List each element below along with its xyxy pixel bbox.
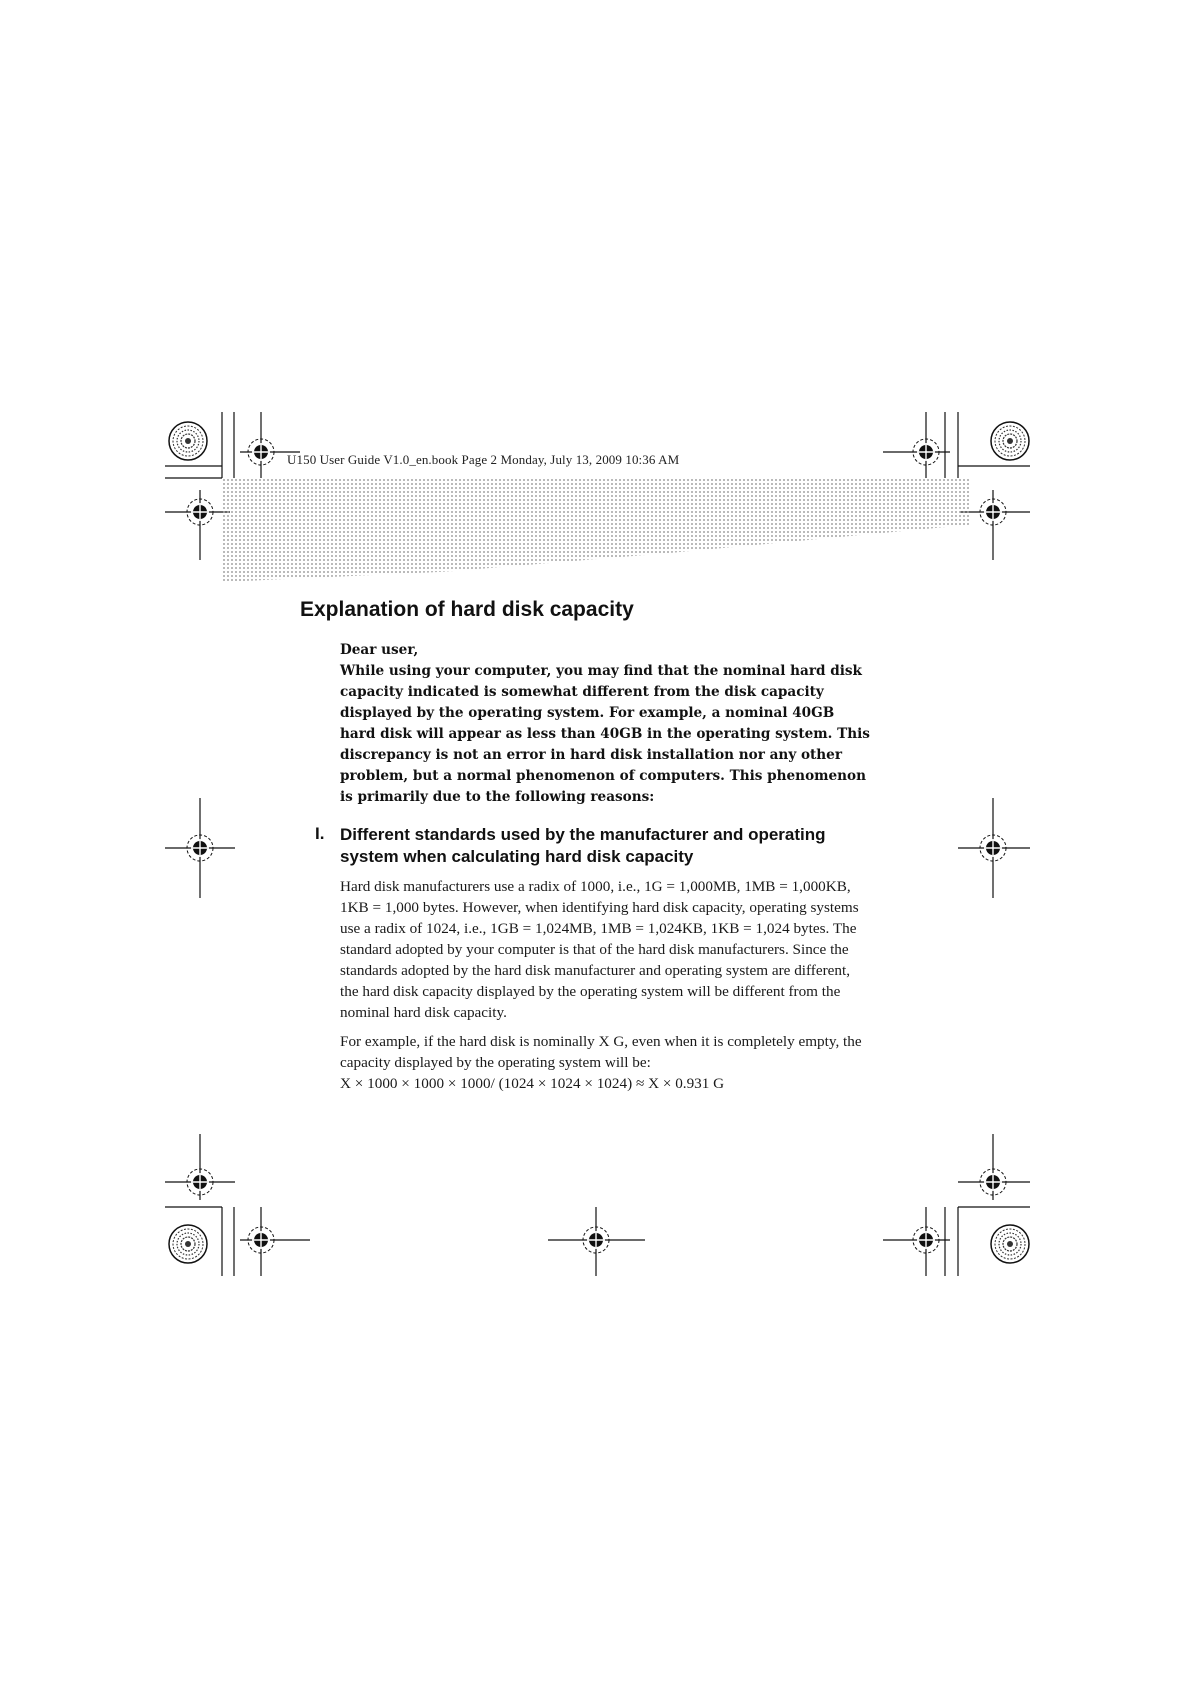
registration-mark-bottom-center [548, 1207, 645, 1276]
section-number: I. [315, 824, 325, 843]
color-rosette-bottom-left [169, 1225, 207, 1263]
color-rosette-top-left [169, 422, 207, 460]
crop-mark-top-right [945, 412, 1030, 478]
registration-mark-top-right [883, 412, 950, 478]
section-heading: Different standards used by the manufacturer and operating system when calculating hard disk capacity [340, 825, 826, 866]
registration-mark-right-top [960, 490, 1030, 560]
registration-mark-left-middle [165, 798, 235, 898]
registration-mark-bottom-left [240, 1207, 310, 1276]
greeting: Dear user, [340, 642, 419, 658]
body-paragraph-1: Hard disk manufacturers use a radix of 1000, i.e., 1G = 1,000MB, 1MB = 1,000KB, 1KB = 1,000 bytes. However, when identifying hard disk capacity, operating systems use a radix of 1024, i.e., 1GB = 1,024MB, 1MB = 1,024KB, 1KB = 1,024 bytes. The standard adopted by your computer is that of the hard disk manufacturers. Since the standards adopted by the hard disk manufacturer and operating system are different, the hard disk capacity displayed by the operating system will be different from the nominal hard disk capacity. [340, 878, 859, 1021]
color-rosette-top-right [991, 422, 1029, 460]
registration-mark-left-bottom [165, 1134, 235, 1200]
registration-mark-right-middle [958, 798, 1030, 898]
page-title: Explanation of hard disk capacity [300, 598, 634, 621]
capacity-formula: X × 1000 × 1000 × 1000/ (1024 × 1024 × 1024) ≈ X × 0.931 G [340, 1075, 725, 1092]
crop-mark-bottom-left [165, 1207, 234, 1276]
color-rosette-bottom-right [991, 1225, 1029, 1263]
section-body [340, 876, 872, 1102]
example-text: For example, if the hard disk is nominally X G, even when it is completely empty, the capacity displayed by the operating system will be: [340, 1033, 862, 1071]
registration-mark-right-bottom [958, 1134, 1030, 1200]
registration-mark-top-header [240, 412, 300, 478]
body-paragraph-2 [340, 1031, 872, 1094]
intro-paragraph: While using your computer, you may find that the nominal hard disk capacity indicated is somewhat different from the disk capacity displayed by the operating system. For example, a nominal 40GB hard disk will appear as less than 40GB in the operating system. This discrepancy is not an error in hard disk installation nor any other problem, but a normal phenomenon of computers. This phenomenon is primarily due to the following reasons: [340, 663, 870, 805]
intro-block [340, 640, 870, 808]
crop-mark-bottom-right [945, 1207, 1030, 1276]
print-slug-header: U150 User Guide V1.0_en.book Page 2 Monday, July 13, 2009 10:36 AM [287, 452, 680, 467]
registration-mark-left-top [165, 490, 230, 560]
crop-mark-top-left [165, 412, 234, 478]
registration-mark-bottom-right [883, 1207, 950, 1276]
